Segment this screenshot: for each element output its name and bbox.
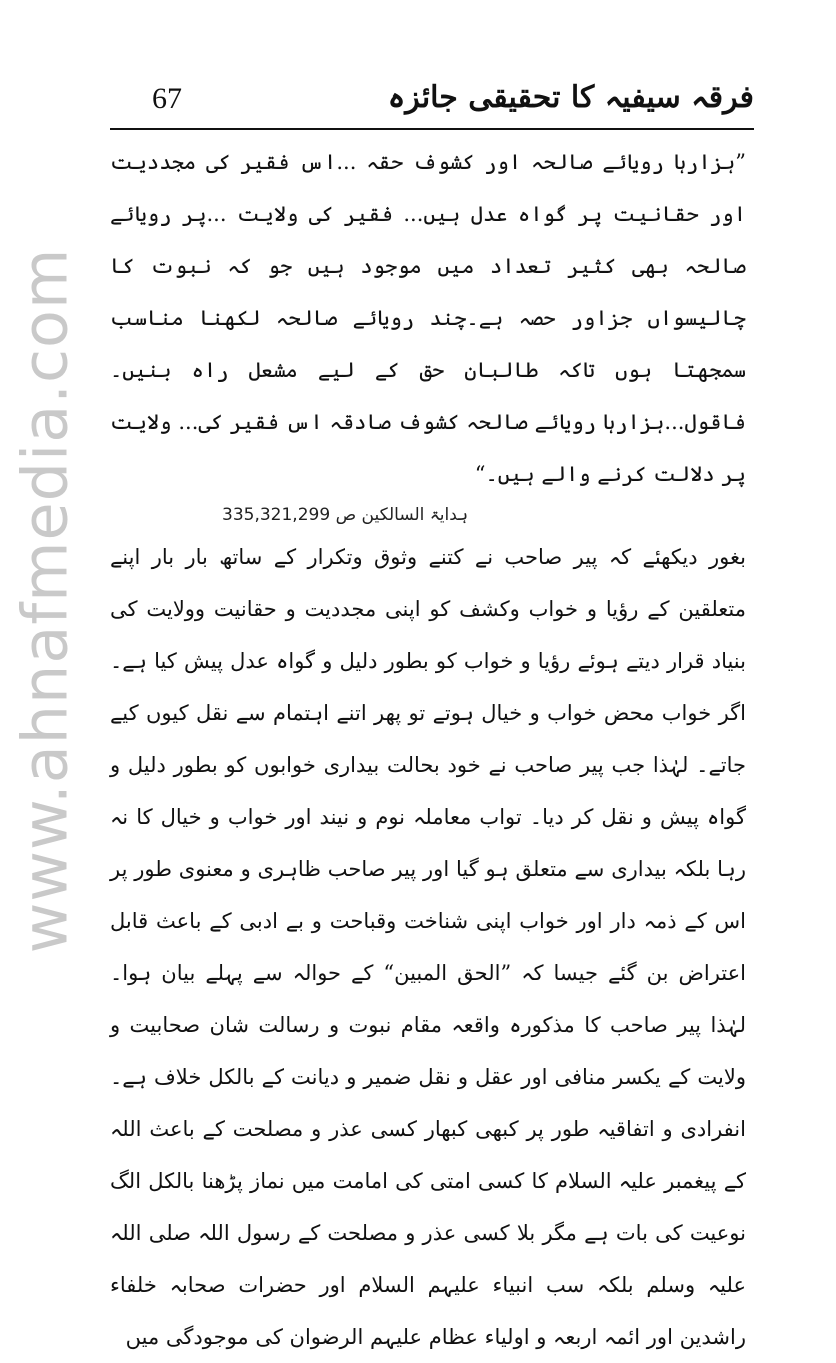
watermark <box>10 100 80 1100</box>
citation <box>222 504 746 525</box>
body-paragraph: بغور دیکھئے کہ پیر صاحب نے کتنے وثوق وتکرار کے ساتھ بار بار اپنے متعلقین کے رؤیا و خواب وکشف کو اپنی مجددیت و حقانیت وولایت کی بنیاد قرار دیتے ہوئے رؤیا و خواب کو بطور دلیل و گواہ عدل پیش کیا ہے۔ اگر خواب محض خواب و خیال ہوتے تو پھر اتنے اہتمام سے نقل کیوں کیے جاتے۔ لہٰذا جب پیر صاحب نے خود بحالت بیداری خوابوں کو بطور دلیل و گواہ پیش و نقل کر دیا۔ تواب معاملہ نوم و نیند اور خواب و خیال کا نہ رہا بلکہ بیداری سے متعلق ہو گیا اور پیر صاحب ظاہری و معنوی طور پر اس کے ذمہ دار اور خواب اپنی شناخت وقباحت و بے ادبی کے باعث قابل اعتراض بن گئے جیسا کہ ”الحق المبین“ کے حوالہ سے پہلے بیان ہوا۔ لہٰذا پیر صاحب کا مذکورہ واقعہ مقام نبوت و رسالت شان صحابیت و ولایت کے یکسر منافی اور عقل و نقل ضمیر و دیانت کے بالکل خلاف ہے۔ انفرادی و اتفاقیہ طور پر کبھی کبھار کسی عذر و مصلحت کے باعث اللہ کے پیغمبر علیہ السلام کا کسی امتی کی امامت میں نماز پڑھنا بالکل الگ نوعیت کی بات ہے مگر بلا کسی عذر و مصلحت کے رسول اللہ صلی اللہ علیہ وسلم بلکہ سب انبیاء علیہم السلام اور حضرات صحابہ خلفاء راشدین اور ائمہ اربعہ و اولیاء عظام علیہم الرضوان کی موجودگی میں <box>110 545 746 1349</box>
header-rule <box>110 128 754 130</box>
citation-pages: 335,321,299 <box>222 505 331 525</box>
quote-text: ”ہزارہا رویائے صالحہ اور کشوف حقہ ...اس فقیر کی مجددیت اور حقانیت پر گواہ عدل ہیں... فقیر کی ولایت ...پر رویائے صالحہ بھی کثیر تعداد میں موجود ہیں جو کہ نبوت کا چالیسواں جزاور حصہ ہے۔چند رویائے صالحہ لکھنا مناسب سمجھتا ہوں تاکہ طالبان حق کے لیے مشعل راہ بنیں۔ فاقول...ہزارہا رویائے صالحہ کشوف صادقہ اس فقیر کی... ولایت پر دلالت کرنے والے ہیں۔“ <box>110 150 746 486</box>
body-text <box>110 531 746 1363</box>
page-content <box>110 136 746 1363</box>
quote-block <box>110 136 746 500</box>
page-header <box>110 78 754 132</box>
page-number: 67 <box>152 82 182 115</box>
citation-source: ہدایۃ السالکین ص <box>335 505 469 525</box>
watermark-text: www.ahnafmedia.com <box>8 247 82 953</box>
book-title: فرقہ سیفیہ کا تحقیقی جائزہ <box>387 80 754 115</box>
